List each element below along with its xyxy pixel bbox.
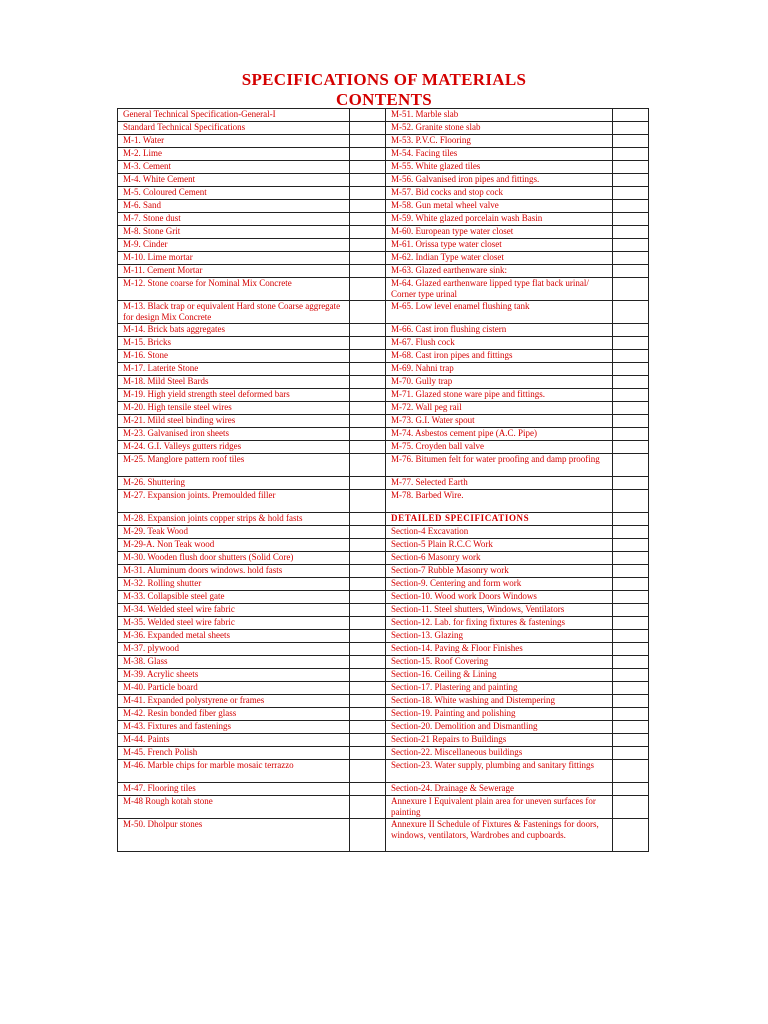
table-row xyxy=(118,539,649,552)
table-row xyxy=(118,441,649,454)
table-row xyxy=(118,490,649,513)
page-cell-right xyxy=(613,708,649,721)
specification-entry: M-61. Orissa type water closet xyxy=(386,239,613,252)
specification-entry: Section-22. Miscellaneous buildings xyxy=(386,747,613,760)
specification-entry: Section-20. Demolition and Dismantling xyxy=(386,721,613,734)
table-row xyxy=(118,552,649,565)
page-cell-right xyxy=(613,591,649,604)
table-row xyxy=(118,565,649,578)
page-cell-left xyxy=(350,734,386,747)
table-row xyxy=(118,415,649,428)
page-cell-left xyxy=(350,389,386,402)
specification-entry: M-70. Gully trap xyxy=(386,376,613,389)
specification-entry: M-69. Nahni trap xyxy=(386,363,613,376)
material-entry: M-45. French Polish xyxy=(118,747,350,760)
page-cell-left xyxy=(350,454,386,477)
table-row xyxy=(118,226,649,239)
material-entry: M-1. Water xyxy=(118,135,350,148)
specification-entry: M-78. Barbed Wire. xyxy=(386,490,613,513)
page-cell-left xyxy=(350,796,386,819)
material-entry: M-36. Expanded metal sheets xyxy=(118,630,350,643)
specification-entry: M-53. P.V.C. Flooring xyxy=(386,135,613,148)
specification-entry: M-64. Glazed earthenware lipped type flat back urinal/ Corner type urinal xyxy=(386,278,613,301)
page-cell-left xyxy=(350,708,386,721)
table-row xyxy=(118,760,649,783)
page-cell-left xyxy=(350,747,386,760)
page-cell-left xyxy=(350,239,386,252)
specification-entry: M-58. Gun metal wheel valve xyxy=(386,200,613,213)
table-row xyxy=(118,708,649,721)
page-cell-left xyxy=(350,265,386,278)
page-cell-right xyxy=(613,669,649,682)
specification-entry: M-52. Granite stone slab xyxy=(386,122,613,135)
material-entry: M-16. Stone xyxy=(118,350,350,363)
specification-entry: Section-15. Roof Covering xyxy=(386,656,613,669)
page-cell-left xyxy=(350,174,386,187)
page-cell-right xyxy=(613,565,649,578)
material-entry: M-18. Mild Steel Bards xyxy=(118,376,350,389)
page-cell-left xyxy=(350,617,386,630)
page-cell-right xyxy=(613,363,649,376)
material-entry: M-37. plywood xyxy=(118,643,350,656)
page-cell-right xyxy=(613,337,649,350)
page-cell-left xyxy=(350,552,386,565)
page-cell-right xyxy=(613,747,649,760)
page-cell-left xyxy=(350,695,386,708)
specification-entry: Section-24. Drainage & Sewerage xyxy=(386,783,613,796)
page-cell-left xyxy=(350,490,386,513)
page-cell-left xyxy=(350,109,386,122)
material-entry: M-31. Aluminum doors windows. hold fasts xyxy=(118,565,350,578)
section-heading: DETAILED SPECIFICATIONS xyxy=(386,513,613,526)
table-row xyxy=(118,376,649,389)
page-cell-right xyxy=(613,734,649,747)
specification-entry: Section-4 Excavation xyxy=(386,526,613,539)
document-subtitle: CONTENTS xyxy=(336,90,432,109)
specification-entry: Section-10. Wood work Doors Windows xyxy=(386,591,613,604)
table-row xyxy=(118,747,649,760)
table-row xyxy=(118,109,649,122)
specification-entry: M-51. Marble slab xyxy=(386,109,613,122)
page-cell-left xyxy=(350,578,386,591)
material-entry: M-33. Collapsible steel gate xyxy=(118,591,350,604)
specification-entry: M-56. Galvanised iron pipes and fittings. xyxy=(386,174,613,187)
material-entry: M-48 Rough kotah stone xyxy=(118,796,350,819)
document-title: SPECIFICATIONS OF MATERIALS xyxy=(241,70,527,89)
page-cell-left xyxy=(350,324,386,337)
page-cell-right xyxy=(613,578,649,591)
page-cell-left xyxy=(350,161,386,174)
specification-entry: Section-7 Rubble Masonry work xyxy=(386,565,613,578)
page-cell-left xyxy=(350,363,386,376)
table-row xyxy=(118,187,649,200)
material-entry: M-12. Stone coarse for Nominal Mix Concrete xyxy=(118,278,350,301)
specification-entry: M-68. Cast iron pipes and fittings xyxy=(386,350,613,363)
table-row xyxy=(118,796,649,819)
page-cell-right xyxy=(613,441,649,454)
table-row xyxy=(118,819,649,852)
page-cell-left xyxy=(350,226,386,239)
table-row xyxy=(118,200,649,213)
page-cell-left xyxy=(350,783,386,796)
page-cell-right xyxy=(613,109,649,122)
specification-entry: M-62. Indian Type water closet xyxy=(386,252,613,265)
specification-entry: Section-11. Steel shutters, Windows, Ventilators xyxy=(386,604,613,617)
specification-entry: M-60. European type water closet xyxy=(386,226,613,239)
material-entry: M-38. Glass xyxy=(118,656,350,669)
table-row xyxy=(118,656,649,669)
page-cell-right xyxy=(613,324,649,337)
specification-entry: Section-16. Ceiling & Lining xyxy=(386,669,613,682)
page-cell-right xyxy=(613,174,649,187)
page-cell-left xyxy=(350,187,386,200)
page-cell-right xyxy=(613,161,649,174)
page-cell-right xyxy=(613,213,649,226)
page-cell-left xyxy=(350,350,386,363)
page-cell-left xyxy=(350,526,386,539)
table-row xyxy=(118,122,649,135)
specification-entry: Section-14. Paving & Floor Finishes xyxy=(386,643,613,656)
page-cell-left xyxy=(350,513,386,526)
material-entry: M-44. Paints xyxy=(118,734,350,747)
page-cell-left xyxy=(350,337,386,350)
page-cell-right xyxy=(613,513,649,526)
table-row xyxy=(118,148,649,161)
table-row xyxy=(118,213,649,226)
material-entry: M-21. Mild steel binding wires xyxy=(118,415,350,428)
specification-entry: M-73. G.I. Water spout xyxy=(386,415,613,428)
page-cell-right xyxy=(613,135,649,148)
page-cell-right xyxy=(613,682,649,695)
material-entry: M-46. Marble chips for marble mosaic terrazzo xyxy=(118,760,350,783)
table-row xyxy=(118,734,649,747)
page-cell-left xyxy=(350,539,386,552)
table-row xyxy=(118,428,649,441)
material-entry: M-11. Cement Mortar xyxy=(118,265,350,278)
specification-entry: M-66. Cast iron flushing cistern xyxy=(386,324,613,337)
table-row xyxy=(118,578,649,591)
material-entry: M-2. Lime xyxy=(118,148,350,161)
table-row xyxy=(118,350,649,363)
page-cell-right xyxy=(613,630,649,643)
material-entry: M-7. Stone dust xyxy=(118,213,350,226)
material-entry: M-13. Black trap or equivalent Hard stone Coarse aggregate for design Mix Concrete xyxy=(118,301,350,324)
specification-entry: M-72. Wall peg rail xyxy=(386,402,613,415)
specification-entry: M-65. Low level enamel flushing tank xyxy=(386,301,613,324)
material-entry: Standard Technical Specifications xyxy=(118,122,350,135)
page-cell-right xyxy=(613,643,649,656)
page-cell-left xyxy=(350,669,386,682)
table-row xyxy=(118,630,649,643)
page-cell-right xyxy=(613,656,649,669)
table-row xyxy=(118,239,649,252)
page-cell-right xyxy=(613,402,649,415)
material-entry: M-42. Resin bonded fiber glass xyxy=(118,708,350,721)
specification-entry: Section-23. Water supply, plumbing and sanitary fittings xyxy=(386,760,613,783)
page-cell-left xyxy=(350,604,386,617)
page-cell-right xyxy=(613,415,649,428)
contents-table xyxy=(117,108,649,852)
page-cell-right xyxy=(613,617,649,630)
page-cell-right xyxy=(613,301,649,324)
page-cell-right xyxy=(613,721,649,734)
table-row xyxy=(118,721,649,734)
page-cell-left xyxy=(350,376,386,389)
table-row xyxy=(118,643,649,656)
page-cell-right xyxy=(613,454,649,477)
page-cell-left xyxy=(350,591,386,604)
page-cell-right xyxy=(613,428,649,441)
page-cell-right xyxy=(613,239,649,252)
specification-entry: Section-19. Painting and polishing xyxy=(386,708,613,721)
material-entry: M-26. Shuttering xyxy=(118,477,350,490)
material-entry: M-34. Welded steel wire fabric xyxy=(118,604,350,617)
page-cell-right xyxy=(613,526,649,539)
page-cell-left xyxy=(350,819,386,852)
page-cell-left xyxy=(350,252,386,265)
material-entry: M-23. Galvanised iron sheets xyxy=(118,428,350,441)
page-cell-right xyxy=(613,187,649,200)
table-row xyxy=(118,783,649,796)
material-entry: M-5. Coloured Cement xyxy=(118,187,350,200)
specification-entry: Section-21 Repairs to Buildings xyxy=(386,734,613,747)
material-entry: M-29-A. Non Teak wood xyxy=(118,539,350,552)
page-cell-right xyxy=(613,226,649,239)
page-cell-left xyxy=(350,760,386,783)
table-row xyxy=(118,617,649,630)
material-entry: M-29. Teak Wood xyxy=(118,526,350,539)
table-row xyxy=(118,513,649,526)
material-entry: M-8. Stone Grit xyxy=(118,226,350,239)
specification-entry: M-57. Bid cocks and stop cock xyxy=(386,187,613,200)
specification-entry: M-63. Glazed earthenware sink: xyxy=(386,265,613,278)
page-cell-right xyxy=(613,252,649,265)
page-cell-left xyxy=(350,428,386,441)
material-entry: M-47. Flooring tiles xyxy=(118,783,350,796)
page-cell-right xyxy=(613,477,649,490)
material-entry: M-4. White Cement xyxy=(118,174,350,187)
page-cell-left xyxy=(350,721,386,734)
table-row xyxy=(118,682,649,695)
specification-entry: Section-18. White washing and Distempering xyxy=(386,695,613,708)
table-row xyxy=(118,363,649,376)
material-entry: M-10. Lime mortar xyxy=(118,252,350,265)
material-entry: M-32. Rolling shutter xyxy=(118,578,350,591)
table-row xyxy=(118,135,649,148)
page-cell-right xyxy=(613,490,649,513)
table-row xyxy=(118,252,649,265)
page-cell-left xyxy=(350,200,386,213)
table-row xyxy=(118,454,649,477)
page-cell-left xyxy=(350,135,386,148)
specification-entry: Section-6 Masonry work xyxy=(386,552,613,565)
specification-entry: M-75. Croyden ball valve xyxy=(386,441,613,454)
table-row xyxy=(118,695,649,708)
specification-entry: Annexure I Equivalent plain area for uneven surfaces for painting xyxy=(386,796,613,819)
page-cell-right xyxy=(613,783,649,796)
table-row xyxy=(118,604,649,617)
page-cell-left xyxy=(350,682,386,695)
page-cell-right xyxy=(613,122,649,135)
material-entry: M-20. High tensile steel wires xyxy=(118,402,350,415)
page-cell-right xyxy=(613,376,649,389)
table-row xyxy=(118,324,649,337)
material-entry: M-14. Brick bats aggregates xyxy=(118,324,350,337)
material-entry: M-15. Bricks xyxy=(118,337,350,350)
specification-entry: M-54. Facing tiles xyxy=(386,148,613,161)
page-cell-left xyxy=(350,415,386,428)
page-cell-right xyxy=(613,539,649,552)
page-cell-right xyxy=(613,148,649,161)
page-cell-right xyxy=(613,819,649,852)
table-row xyxy=(118,402,649,415)
page-cell-left xyxy=(350,301,386,324)
page-cell-right xyxy=(613,200,649,213)
page-cell-left xyxy=(350,278,386,301)
page-cell-right xyxy=(613,552,649,565)
specification-entry: Annexure II Schedule of Fixtures & Fastenings for doors, windows, ventilators, Wardrobes and cupboards. xyxy=(386,819,613,852)
page-cell-left xyxy=(350,643,386,656)
page-cell-right xyxy=(613,604,649,617)
specification-entry: Section-9. Centering and form work xyxy=(386,578,613,591)
page-cell-left xyxy=(350,656,386,669)
material-entry: M-28. Expansion joints copper strips & hold fasts xyxy=(118,513,350,526)
material-entry: M-40. Particle board xyxy=(118,682,350,695)
specification-entry: M-74. Asbestos cement pipe (A.C. Pipe) xyxy=(386,428,613,441)
specification-entry: M-71. Glazed stone ware pipe and fittings. xyxy=(386,389,613,402)
material-entry: M-3. Cement xyxy=(118,161,350,174)
page-cell-right xyxy=(613,265,649,278)
specification-entry: M-76. Bitumen felt for water proofing and damp proofing xyxy=(386,454,613,477)
page-cell-left xyxy=(350,477,386,490)
material-entry: M-6. Sand xyxy=(118,200,350,213)
material-entry: M-24. G.I. Valleys gutters ridges xyxy=(118,441,350,454)
specification-entry: Section-17. Plastering and painting xyxy=(386,682,613,695)
table-row xyxy=(118,265,649,278)
table-row xyxy=(118,337,649,350)
page-cell-left xyxy=(350,630,386,643)
page-cell-left xyxy=(350,148,386,161)
page-cell-left xyxy=(350,402,386,415)
page-cell-right xyxy=(613,695,649,708)
material-entry: M-50. Dholpur stones xyxy=(118,819,350,852)
table-row xyxy=(118,174,649,187)
page-cell-right xyxy=(613,350,649,363)
page-cell-right xyxy=(613,278,649,301)
table-row xyxy=(118,669,649,682)
specification-entry: Section-5 Plain R.C.C Work xyxy=(386,539,613,552)
table-row xyxy=(118,278,649,301)
page-cell-right xyxy=(613,796,649,819)
material-entry: M-41. Expanded polystyrene or frames xyxy=(118,695,350,708)
material-entry: M-9. Cinder xyxy=(118,239,350,252)
table-row xyxy=(118,389,649,402)
specification-entry: M-67. Flush cock xyxy=(386,337,613,350)
page-cell-left xyxy=(350,565,386,578)
material-entry: M-30. Wooden flush door shutters (Solid Core) xyxy=(118,552,350,565)
specification-entry: Section-13. Glazing xyxy=(386,630,613,643)
page-cell-right xyxy=(613,760,649,783)
specification-entry: Section-12. Lab. for fixing fixtures & fastenings xyxy=(386,617,613,630)
page-cell-left xyxy=(350,441,386,454)
table-row xyxy=(118,477,649,490)
table-row xyxy=(118,161,649,174)
table-row xyxy=(118,301,649,324)
specification-entry: M-77. Selected Earth xyxy=(386,477,613,490)
material-entry: M-39. Acrylic sheets xyxy=(118,669,350,682)
material-entry: M-25. Manglore pattern roof tiles xyxy=(118,454,350,477)
material-entry: M-19. High yield strength steel deformed bars xyxy=(118,389,350,402)
material-entry: M-35. Welded steel wire fabric xyxy=(118,617,350,630)
material-entry: M-43. Fixtures and fastenings xyxy=(118,721,350,734)
page-cell-left xyxy=(350,213,386,226)
specification-entry: M-59. White glazed porcelain wash Basin xyxy=(386,213,613,226)
material-entry: M-27. Expansion joints. Premoulded filler xyxy=(118,490,350,513)
material-entry: M-17. Laterite Stone xyxy=(118,363,350,376)
page-cell-right xyxy=(613,389,649,402)
specification-entry: M-55. White glazed tiles xyxy=(386,161,613,174)
page-cell-left xyxy=(350,122,386,135)
material-entry: General Technical Specification-General-I xyxy=(118,109,350,122)
table-row xyxy=(118,526,649,539)
contents-table-body xyxy=(118,109,649,852)
table-row xyxy=(118,591,649,604)
